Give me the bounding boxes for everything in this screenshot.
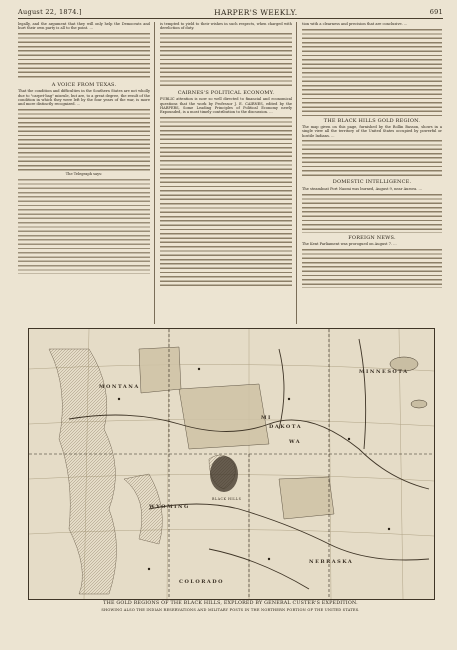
map-label-fragment: MI bbox=[261, 415, 272, 421]
article-text: PUBLIC attention is now so well directed to financial and economical questions that the work by Professor J. E. CAIRNES, edited by the HARPERS, Some Leading Principles of Political Economy newly Expounded, is a most timely contribution to the discussion. ... bbox=[160, 97, 292, 115]
column-1-intro: legally, and the argument that they will only help the Democrats and hurt their own party is all to the point. ... bbox=[18, 22, 150, 31]
column-divider bbox=[154, 22, 155, 324]
body-text-block bbox=[302, 139, 442, 177]
map-label-montana: MONTANA bbox=[99, 384, 140, 390]
body-text-block bbox=[302, 193, 442, 233]
headline-voice-from-texas: A VOICE FROM TEXAS. bbox=[51, 82, 117, 89]
map-label-dakota: DAKOTA bbox=[269, 424, 303, 430]
black-hills-map bbox=[28, 328, 435, 600]
body-text-block bbox=[302, 248, 442, 288]
map-label-black-hills: BLACK HILLS bbox=[212, 497, 242, 501]
map-label-wyoming: WYOMING bbox=[149, 504, 190, 510]
column-2 bbox=[160, 22, 292, 322]
article-text: The steamboat Port Naomi was burned, August 9, near Aurora. ... bbox=[302, 186, 422, 191]
page-number: 691 bbox=[429, 8, 443, 16]
article-text: That the condition and difficulties in the Southern States are not wholly due to "carpet-bag" misrule, but are, to a great degree, the result of the condition in which they were left by the four years of the war, is more and more distinctly recognized. ... bbox=[18, 89, 150, 107]
quoted-text-block bbox=[18, 178, 150, 274]
body-text-block bbox=[18, 108, 150, 172]
body-text-block bbox=[302, 28, 442, 116]
body-text-block bbox=[18, 32, 150, 80]
black-hills-region bbox=[210, 456, 238, 492]
headline-foreign-news: FOREIGN NEWS. bbox=[348, 234, 396, 241]
map-label-fragment: WA bbox=[289, 439, 302, 445]
telegraph-note: The Telegraph says: bbox=[65, 172, 103, 177]
column-3-intro: tion with a clearness and precision that are conclusive. ... bbox=[302, 22, 408, 26]
headline-domestic-intelligence: DOMESTIC INTELLIGENCE. bbox=[332, 179, 412, 186]
column-3 bbox=[302, 22, 442, 322]
map-subcaption: SHOWING ALSO THE INDIAN RESERVATIONS AND MILITARY POSTS IN THE NORTHERN PORTION OF THE UNITED STATES. bbox=[101, 608, 360, 612]
map-caption: THE GOLD REGIONS OF THE BLACK HILLS, EXPLORED BY GENERAL CUSTER'S EXPEDITION. bbox=[103, 601, 358, 606]
body-text-block bbox=[160, 116, 292, 288]
map-label-colorado: COLORADO bbox=[179, 579, 224, 585]
headline-cairnes-political-economy: CAIRNES'S POLITICAL ECONOMY. bbox=[177, 90, 275, 97]
map-label-nebraska: NEBRASKA bbox=[309, 559, 354, 565]
column-divider bbox=[296, 22, 297, 324]
headline-black-hills: THE BLACK HILLS GOLD REGION. bbox=[323, 117, 421, 124]
article-text: The map given on this page, furnished by the Rollin Basson, shows in a single view all the territory of the United States occupied by powerful or hostile Indians. ... bbox=[302, 125, 442, 138]
header-rule bbox=[18, 18, 443, 19]
publication-title: HARPER'S WEEKLY. bbox=[214, 7, 298, 17]
article-text: The Kent Parliament was prorogued on August 7. ... bbox=[302, 241, 397, 246]
column-2-intro: is tempted to yield to their wishes in such respects, when charged with dereliction of duty. bbox=[160, 22, 292, 31]
issue-date: August 22, 1874.] bbox=[18, 8, 82, 16]
column-1 bbox=[18, 22, 150, 322]
map-label-minnesota: MINNESOTA bbox=[359, 369, 409, 375]
page-header bbox=[18, 6, 443, 18]
body-text-block bbox=[160, 32, 292, 88]
